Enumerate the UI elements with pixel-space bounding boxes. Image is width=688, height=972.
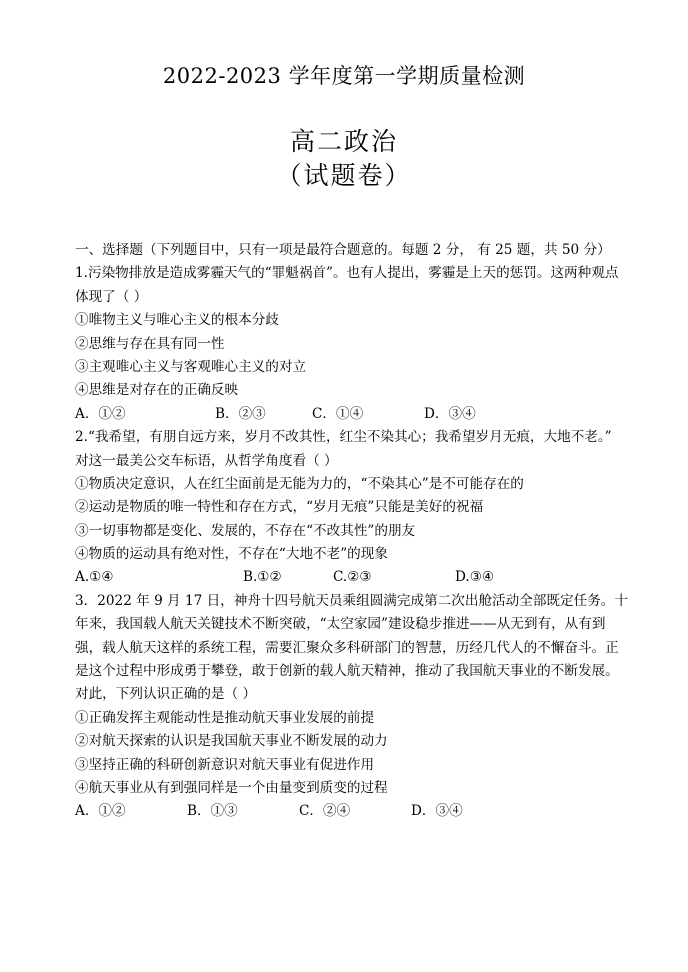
answer-choice-d: D.③④ <box>455 569 495 586</box>
question-stem-line: 强，载人航天这样的系统工程，需要汇聚众多科研部门的智慧，历经几代人的不懈奋斗。正 <box>75 639 619 656</box>
question-option: ①物质决定意识，人在红尘面前是无能为力的，“不染其心”是不可能存在的 <box>75 475 524 492</box>
exam-title: 2022-2023 学年度第一学期质量检测 <box>162 64 526 88</box>
question-option: ④思维是对存在的正确反映 <box>75 382 239 399</box>
question-option: ③一切事物都是变化、发展的，不存在“不改其性”的朋友 <box>75 522 416 539</box>
question-1 <box>75 262 635 426</box>
answer-choice-b: B．②③ <box>215 405 266 422</box>
answer-choices <box>75 403 635 426</box>
answer-choice-c: C．①④ <box>312 405 364 422</box>
question-stem-line: 2.“我希望，有朋自远方来，岁月不改其性，红尘不染其心；我希望岁月无痕，大地不老。” <box>75 429 612 446</box>
question-option: ②对航天探索的认识是我国航天事业不断发展的动力 <box>75 733 388 750</box>
question-option: ①正确发挥主观能动性是推动航天事业发展的前提 <box>75 709 375 726</box>
exam-content <box>75 239 635 824</box>
answer-choice-a: A．①② <box>75 405 126 422</box>
answer-choice-a: A.①④ <box>75 569 114 586</box>
question-2 <box>75 426 635 590</box>
question-stem-line: 对这一最美公交车标语，从哲学角度看（ ） <box>75 452 338 469</box>
question-stem-line: 对此，下列认识正确的是（ ） <box>75 686 257 703</box>
question-stem-line: 是这个过程中形成勇于攀登，敢于创新的载人航天精神，推动了我国航天事业的不断发展。 <box>75 663 619 680</box>
question-stem-line: 体现了（ ） <box>75 288 148 305</box>
answer-choice-d: D．③④ <box>424 405 476 422</box>
question-option: ②运动是物质的唯一特性和存在方式，“岁月无痕”只能是美好的祝福 <box>75 499 484 516</box>
question-option: ④航天事业从有到强同样是一个由量变到质变的过程 <box>75 779 388 796</box>
subject-title: 高二政治 <box>289 127 398 156</box>
answer-choice-c: C．②④ <box>299 803 351 820</box>
question-stem-line: 年来，我国载人航天关键技术不断突破，“太空家园”建设稳步推进——从无到有，从有到 <box>75 616 606 633</box>
answer-choice-d: D．③④ <box>411 803 463 820</box>
question-option: ②思维与存在具有同一性 <box>75 335 225 352</box>
question-stem-line: 1.污染物排放是造成雾霾天气的“罪魁祸首”。也有人提出，雾霾是上天的惩罚。这两种观点 <box>75 265 619 282</box>
question-option: ①唯物主义与唯心主义的根本分歧 <box>75 312 279 329</box>
answer-choice-b: B.①② <box>243 569 282 586</box>
paper-type-title: （试题卷） <box>276 161 412 190</box>
question-option: ③坚持正确的科研创新意识对航天事业有促进作用 <box>75 756 375 773</box>
answer-choice-a: A．①② <box>75 803 126 820</box>
question-option: ④物质的运动具有绝对性，不存在“大地不老”的现象 <box>75 546 388 563</box>
answer-choices <box>75 800 635 823</box>
question-stem-line: 3．2022 年 9 月 17 日，神舟十四号航天员乘组圆满完成第二次出舱活动全部既定任务。十 <box>75 592 628 609</box>
answer-choice-c: C.②③ <box>333 569 372 586</box>
answer-choices <box>75 566 635 589</box>
question-option: ③主观唯心主义与客观唯心主义的对立 <box>75 358 307 375</box>
section-heading: 一、选择题（下列题目中，只有一项是最符合题意的。每题 2 分， 有 25 题，共 50 分） <box>75 242 611 258</box>
question-3 <box>75 590 635 824</box>
answer-choice-b: B．①③ <box>187 803 238 820</box>
